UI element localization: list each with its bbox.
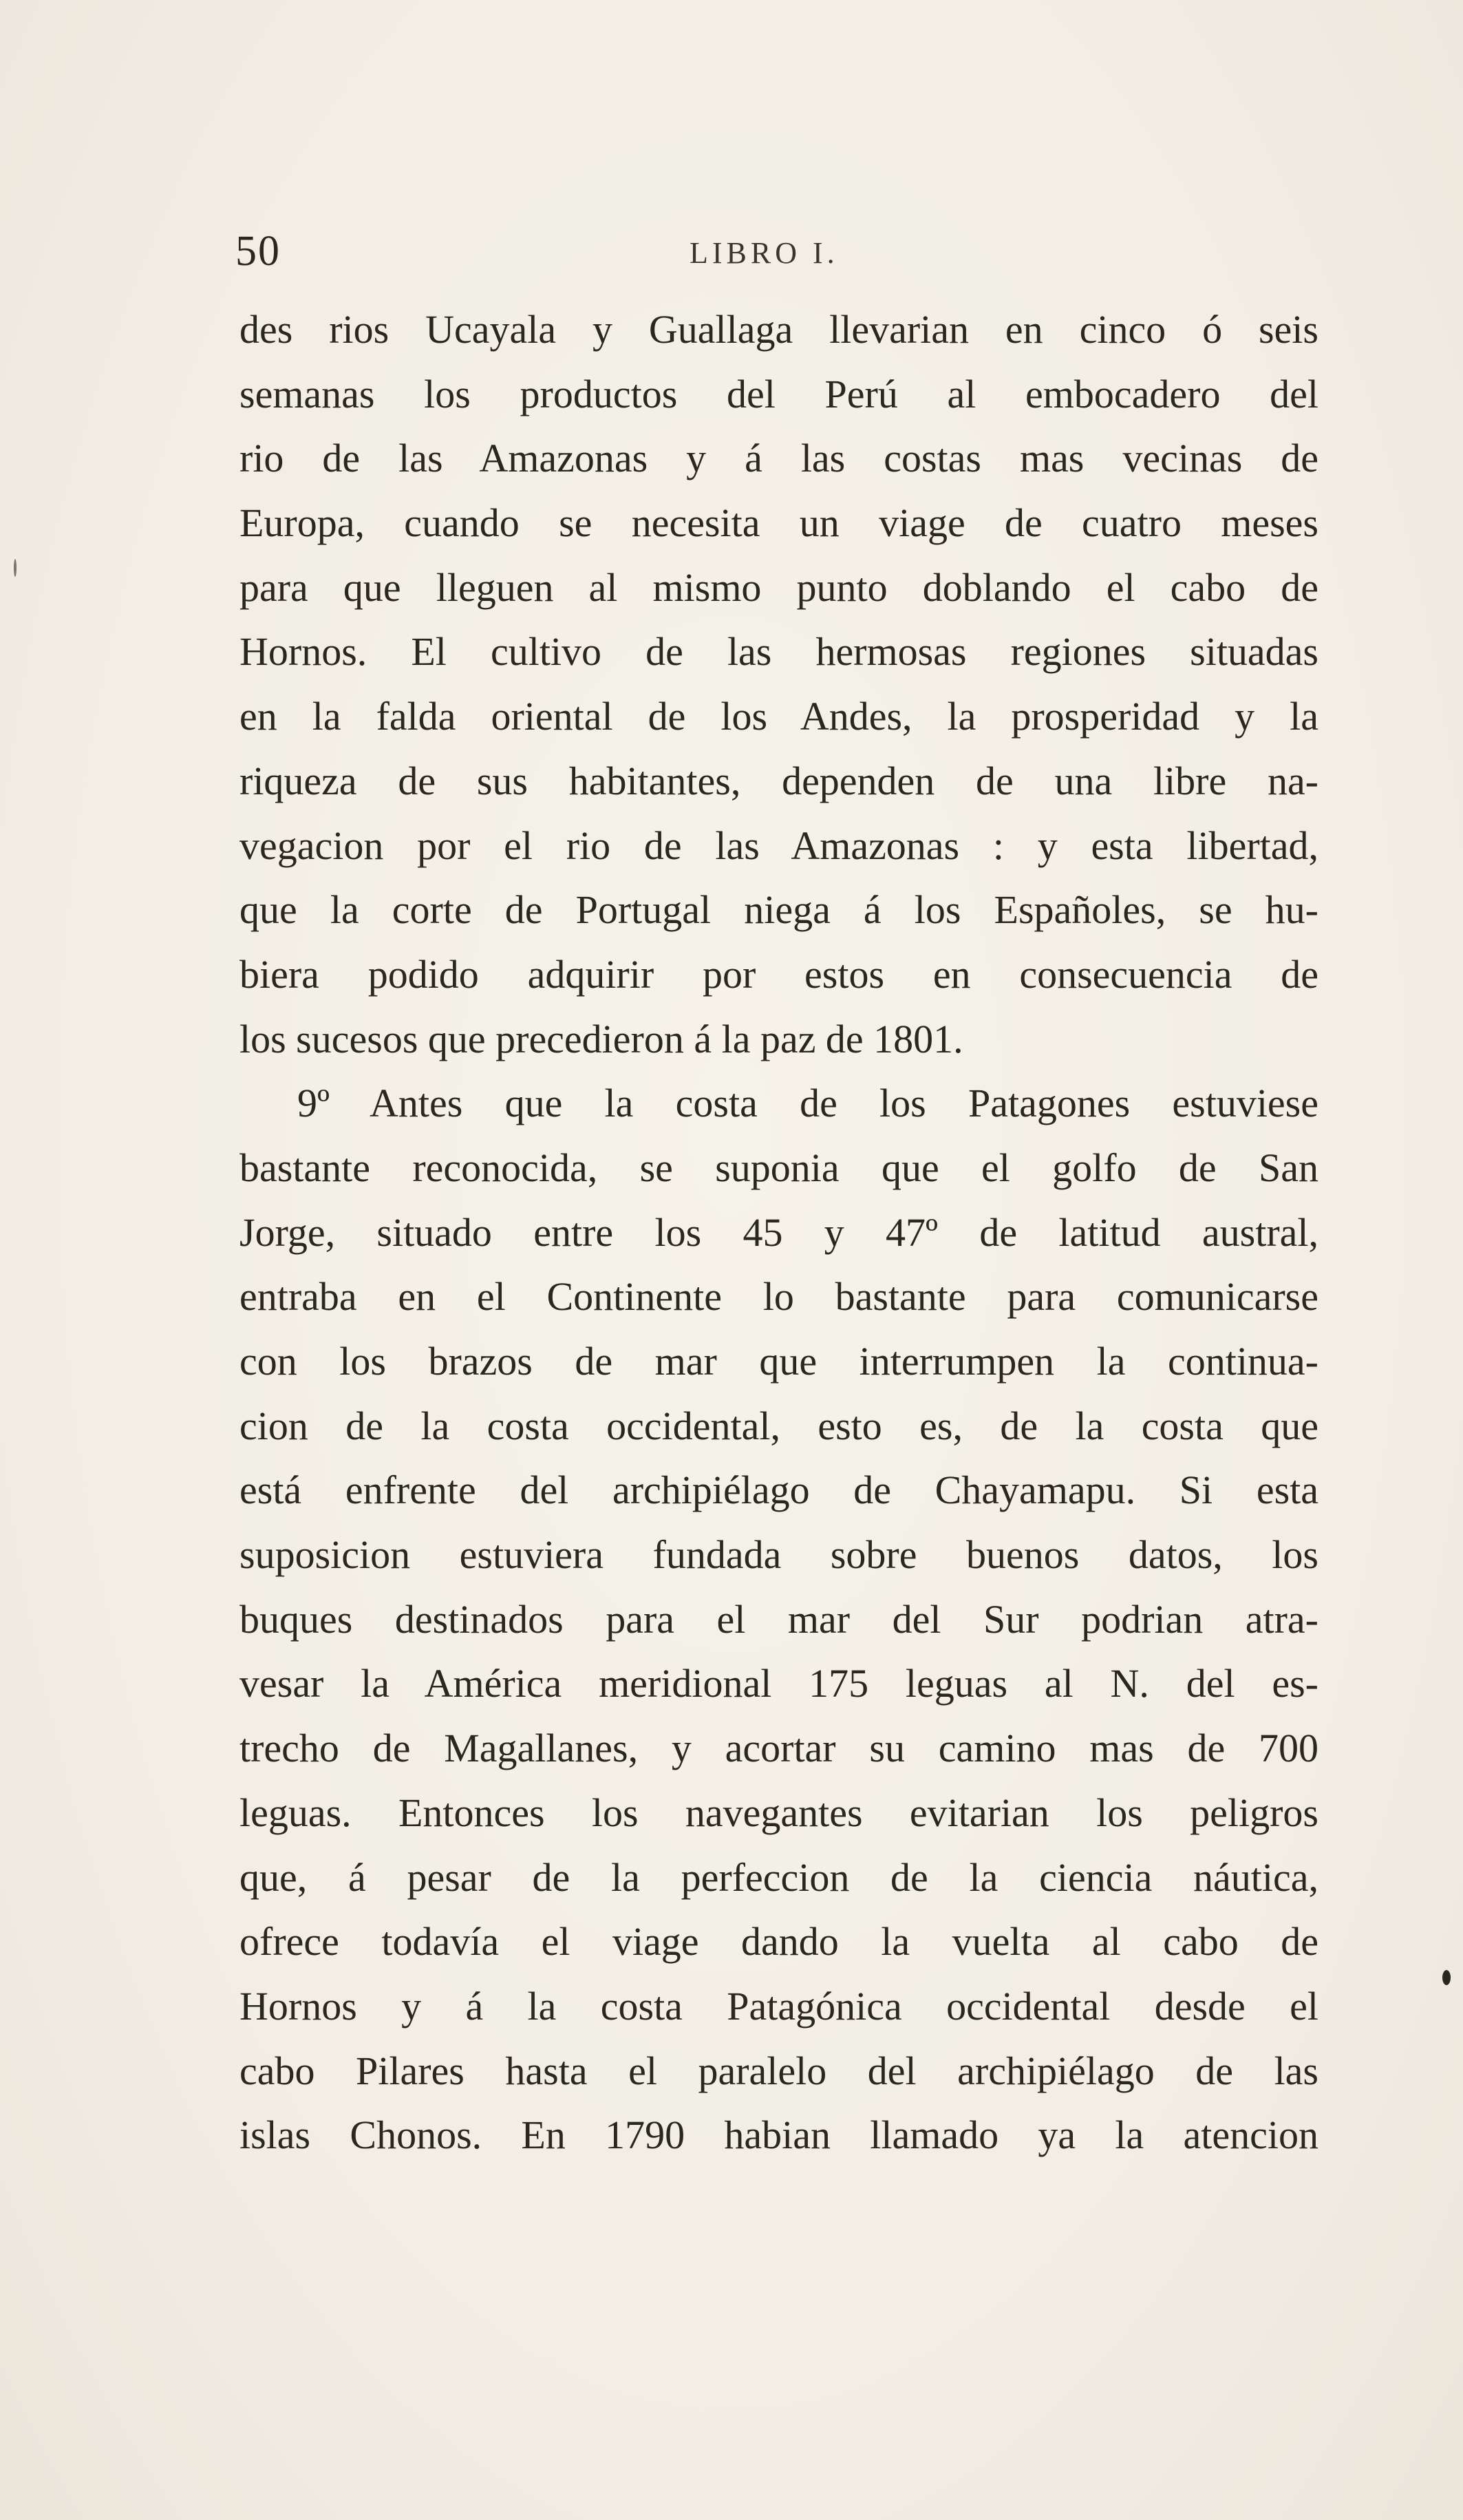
text-line: Hornos. El cultivo de las hermosas regiones situadas bbox=[239, 629, 1318, 675]
text-line: en la falda oriental de los Andes, la prosperidad y la bbox=[239, 694, 1318, 739]
text-line: cabo Pilares hasta el paralelo del archipiélago de las bbox=[239, 2048, 1318, 2093]
text-line: riqueza de sus habitantes, dependen de una libre na- bbox=[239, 758, 1318, 803]
text-line: leguas. Entonces los navegantes evitarian los peligros bbox=[239, 1790, 1318, 1835]
paragraph-start-line: 9º Antes que la costa de los Patagones estuviese bbox=[297, 1081, 1318, 1126]
text-line: bastante reconocida, se suponia que el golfo de San bbox=[239, 1145, 1318, 1190]
text-line: suposicion estuviera fundada sobre buenos datos, los bbox=[239, 1532, 1318, 1578]
text-line: Hornos y á la costa Patagónica occidental desde el bbox=[239, 1983, 1318, 2029]
text-line: ofrece todavía el viage dando la vuelta al cabo de bbox=[239, 1919, 1318, 1965]
text-line: biera podido adquirir por estos en consecuencia de bbox=[239, 951, 1318, 997]
text-line: para que lleguen al mismo punto doblando el cabo de bbox=[239, 564, 1318, 610]
text-line: buques destinados para el mar del Sur podrian atra- bbox=[239, 1596, 1318, 1642]
text-line: vegacion por el rio de las Amazonas : y esta libertad, bbox=[239, 823, 1318, 868]
paragraph-end-line: los sucesos que precedieron á la paz de 1801. bbox=[239, 1016, 963, 1061]
text-line: que la corte de Portugal niega á los Españoles, se hu- bbox=[239, 887, 1318, 933]
ink-speck bbox=[14, 559, 17, 577]
text-line: entraba en el Continente lo bastante para comunicarse bbox=[239, 1274, 1318, 1320]
page-header bbox=[235, 227, 1323, 289]
text-line: está enfrente del archipiélago de Chayamapu. Si esta bbox=[239, 1468, 1318, 1513]
text-line: con los brazos de mar que interrumpen la continua- bbox=[239, 1339, 1318, 1384]
text-line: cion de la costa occidental, esto es, de la costa que bbox=[239, 1403, 1318, 1448]
text-line: Europa, cuando se necesita un viage de cuatro meses bbox=[239, 500, 1318, 546]
text-line: que, á pesar de la perfeccion de la ciencia náutica, bbox=[239, 1854, 1318, 1900]
text-line: vesar la América meridional 175 leguas al N. del es- bbox=[239, 1661, 1318, 1706]
text-line: semanas los productos del Perú al embocadero del bbox=[239, 371, 1318, 416]
text-line: rio de las Amazonas y á las costas mas vecinas de bbox=[239, 436, 1318, 481]
text-line: trecho de Magallanes, y acortar su camino mas de 700 bbox=[239, 1726, 1318, 1771]
text-line: islas Chonos. En 1790 habian llamado ya la atencion bbox=[239, 2113, 1318, 2158]
page-number: 50 bbox=[235, 228, 281, 275]
text-line: Jorge, situado entre los 45 y 47º de latitud austral, bbox=[239, 1209, 1318, 1255]
running-head: LIBRO I. bbox=[690, 236, 839, 270]
body-text bbox=[239, 297, 1318, 2168]
text-line: des rios Ucayala y Guallaga llevarian en cinco ó seis bbox=[239, 307, 1318, 352]
ink-speck bbox=[1442, 1970, 1451, 1985]
